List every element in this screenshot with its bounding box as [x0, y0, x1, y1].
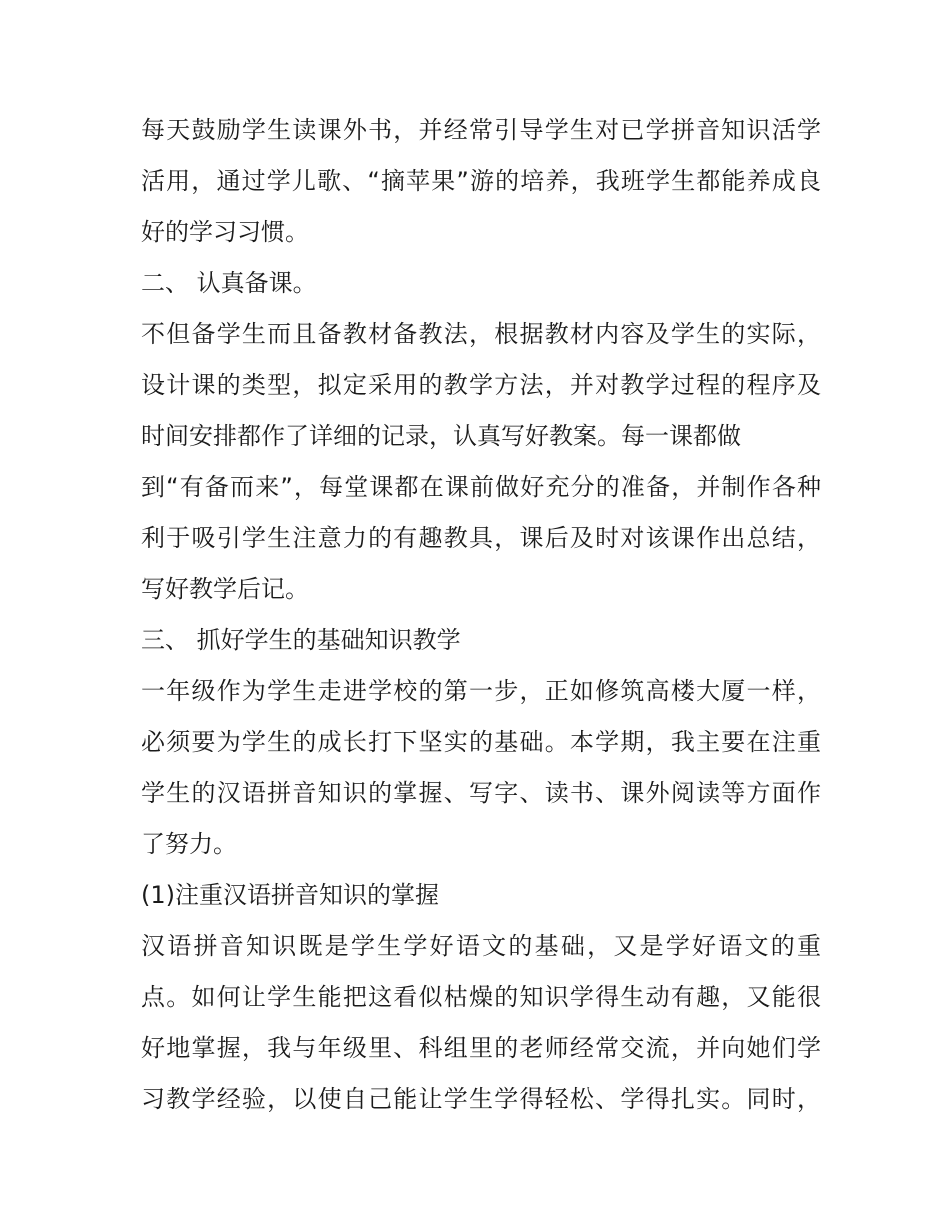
- paragraph-line: 利于吸引学生注意力的有趣教具，课后及时对该课作出总结，: [141, 524, 821, 552]
- paragraph-line: 到“有备而来”，每堂课都在课前做好充分的准备，并制作各种: [141, 473, 821, 501]
- paragraph-line: 必须要为学生的成长打下坚实的基础。本学期，我主要在注重: [141, 728, 821, 756]
- paragraph-line: 活用，通过学儿歌、“摘苹果”游的培养，我班学生都能养成良: [141, 167, 821, 195]
- section-heading: 三、 抓好学生的基础知识教学: [141, 626, 461, 654]
- paragraph-line: 汉语拼音知识既是学生学好语文的基础，又是学好语文的重: [141, 932, 821, 960]
- paragraph-line: 一年级作为学生走进学校的第一步，正如修筑高楼大厦一样，: [141, 677, 821, 705]
- section-heading: 二、 认真备课。: [141, 269, 317, 297]
- paragraph-line: 学生的汉语拼音知识的掌握、写字、读书、课外阅读等方面作: [141, 779, 821, 807]
- paragraph-line: 好的学习习惯。: [141, 218, 309, 246]
- paragraph-line: 点。如何让学生能把这看似枯燥的知识学得生动有趣，又能很: [141, 983, 821, 1011]
- paragraph-line: 了努力。: [141, 830, 237, 858]
- paragraph-line: 写好教学后记。: [141, 575, 309, 603]
- subsection-heading: (1)注重汉语拼音知识的掌握: [141, 881, 439, 909]
- paragraph-line: 每天鼓励学生读课外书，并经常引导学生对已学拼音知识活学: [141, 116, 821, 144]
- paragraph-line: 时间安排都作了详细的记录，认真写好教案。每一课都做: [141, 422, 741, 450]
- paragraph-line: 好地掌握，我与年级里、科组里的老师经常交流，并向她们学: [141, 1034, 821, 1062]
- paragraph-line: 设计课的类型，拟定采用的教学方法，并对教学过程的程序及: [141, 371, 821, 399]
- paragraph-line: 不但备学生而且备教材备教法，根据教材内容及学生的实际，: [141, 320, 821, 348]
- paragraph-line: 习教学经验，以使自己能让学生学得轻松、学得扎实。同时，: [141, 1085, 821, 1113]
